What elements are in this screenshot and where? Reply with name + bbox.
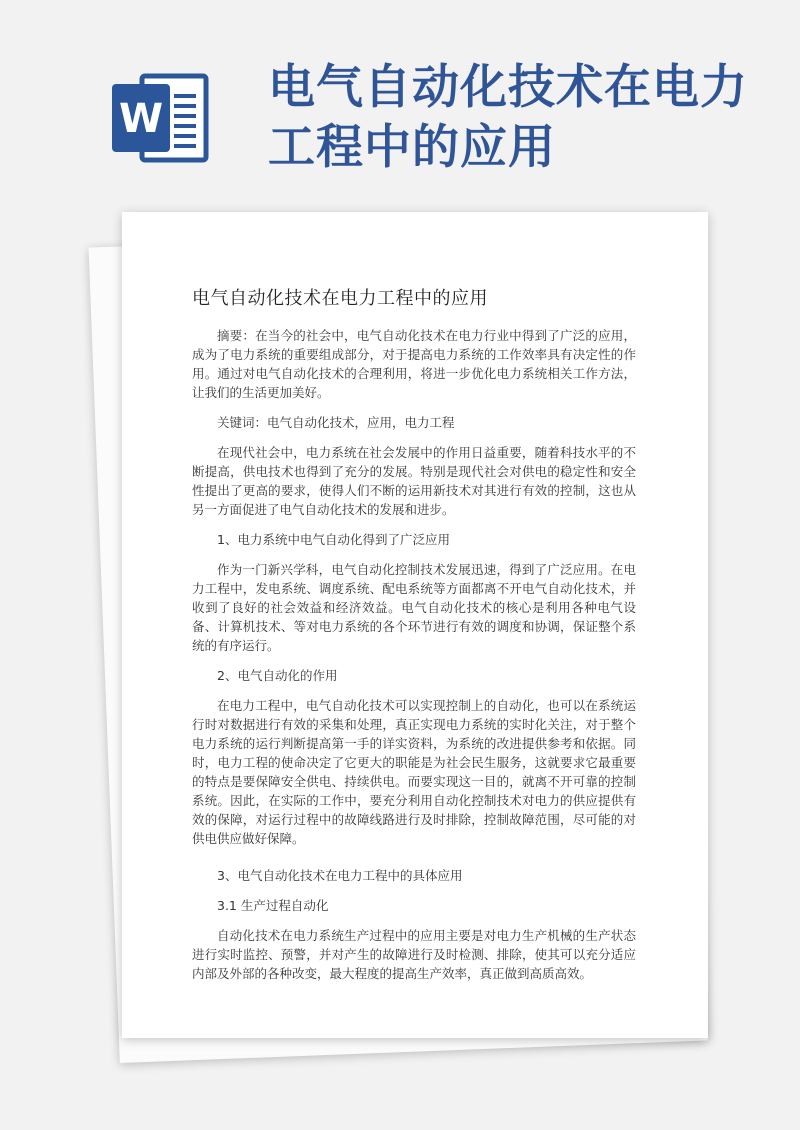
- section-3-heading: 3、电气自动化技术在电力工程中的具体应用: [217, 868, 463, 883]
- intro-paragraph: 在现代社会中，电力系统在社会发展中的作用日益重要，随着科技水平的不断提高，供电技术也得到了充分的发展。特别是现代社会对供电的稳定性和安全性提出了更高的要求，使得人们不断的运用新技术对其进行有效的控制，这也从另一方面促进了电气自动化技术的发展和进步。: [192, 445, 636, 517]
- section-1-heading: 1、电力系统中电气自动化得到了广泛应用: [217, 532, 450, 547]
- document-title: 电气自动化技术在电力工程中的应用: [192, 288, 488, 309]
- header-title-line-1: 电气自动化技术在电力: [268, 60, 748, 115]
- section-3-1-paragraph: 自动化技术在电力系统生产过程中的应用主要是对电力生产机械的生产状态进行实时监控、预警，并对产生的故障进行及时检测、排除，使其可以充分适应内部及外部的各种改变，最大程度的提高生产效率，真正做到高质高效。: [192, 928, 636, 981]
- word-document-icon: [112, 70, 212, 166]
- section-3-1-heading: 3.1 生产过程自动化: [217, 898, 329, 913]
- section-1-paragraph: 作为一门新兴学科，电气自动化控制技术发展迅速，得到了广泛应用。在电力工程中，发电系统、调度系统、配电系统等方面都离不开电气自动化技术，并收到了良好的社会效益和经济效益。电气自动化技术的核心是利用各种电气设备、计算机技术、等对电力系统的各个环节进行有效的调度和协调，保证整个系统的有序运行。: [192, 562, 636, 653]
- document-page: [122, 212, 708, 1038]
- section-2-heading: 2、电气自动化的作用: [217, 668, 338, 683]
- logo-letter: W: [118, 96, 164, 142]
- header-title: [268, 58, 768, 178]
- section-2-paragraph: 在电力工程中，电气自动化技术可以实现控制上的自动化，也可以在系统运行时对数据进行有效的采集和处理，真正实现电力系统的实时化关注，对于整个电力系统的运行判断提高第一手的详实资料，为系统的改进提供参考和依据。同时，电力工程的使命决定了它更大的职能是为社会民生服务，这就要求它最重要的特点是要保障安全供电、持续供电。而要实现这一目的，就离不开可靠的控制系统。因此，在实际的工作中，要充分利用自动化控制技术对电力的供应提供有效的保障，对运行过程中的故障线路进行及时排除，控制故障范围，尽可能的对供电供应做好保障。: [192, 698, 636, 846]
- abstract-paragraph: 摘要：在当今的社会中，电气自动化技术在电力行业中得到了广泛的应用，成为了电力系统的重要组成部分，对于提高电力系统的工作效率具有决定性的作用。通过对电气自动化技术的合理利用，将进一步优化电力系统相关工作方法，让我们的生活更加美好。: [192, 328, 636, 400]
- keywords-paragraph: 关键词：电气自动化技术，应用，电力工程: [217, 415, 455, 430]
- header-title-line-2: 工程中的应用: [268, 120, 556, 175]
- document-body: [192, 326, 636, 994]
